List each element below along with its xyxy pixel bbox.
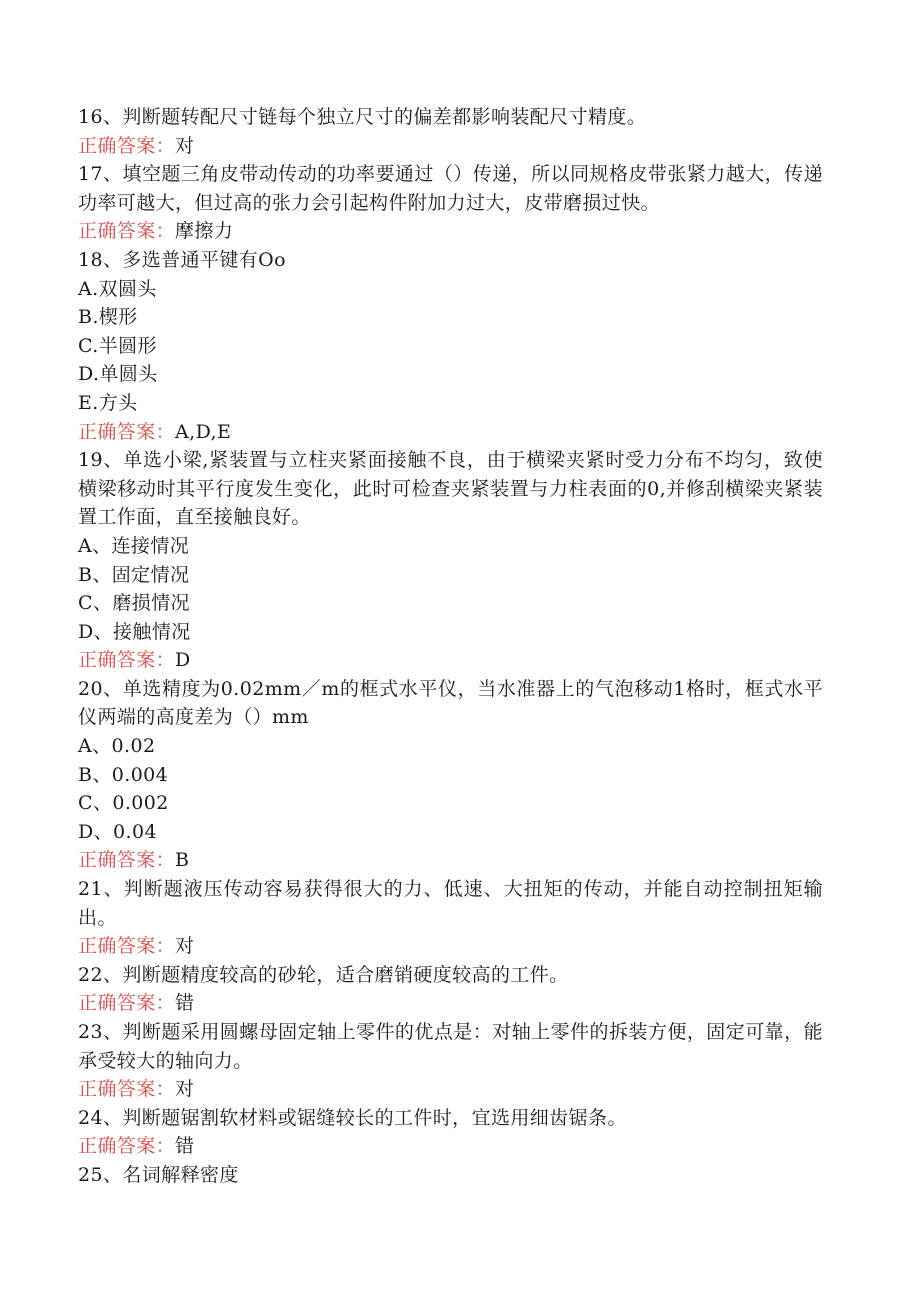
question-text: 18、多选普通平键有Oo <box>78 248 286 271</box>
correct-answer-line <box>78 1075 838 1104</box>
question-text: 20、单选精度为0.02mm／m的框式水平仪，当水准器上的气泡移动1格时，框式水平仪两端的高度差为（）mm <box>78 677 823 729</box>
correct-answer-line <box>78 646 838 675</box>
question-block <box>78 961 838 1018</box>
correct-answer-line <box>78 418 838 447</box>
question-block <box>78 446 838 675</box>
answer-option: A.双圆头 <box>78 277 157 300</box>
answer-option: D.单圆头 <box>78 363 158 386</box>
correct-answer-value: 错 <box>175 992 195 1015</box>
question-text: 24、判断题锯割软材料或锯缝较长的工件时，宜选用细齿锯条。 <box>78 1106 627 1129</box>
answer-option: B.楔形 <box>78 306 138 329</box>
correct-answer-value: D <box>175 649 191 672</box>
correct-answer-value: 错 <box>175 1135 195 1158</box>
answer-option: E.方头 <box>78 391 138 414</box>
correct-answer-line <box>78 932 838 961</box>
correct-answer-value: 摩擦力 <box>175 220 234 243</box>
question-block <box>78 1161 838 1190</box>
correct-answer-label: 正确答案： <box>78 420 176 443</box>
question-list <box>78 103 838 1190</box>
question-text: 23、判断题采用圆螺母固定轴上零件的优点是：对轴上零件的拆装方便，固定可靠，能承受较大的轴向力。 <box>78 1021 823 1072</box>
answer-option: C、0.002 <box>78 792 169 815</box>
question-block <box>78 1018 838 1104</box>
correct-answer-value: 对 <box>175 935 195 958</box>
question-text: 19、单选小梁,紧装置与立柱夹紧面接触不良，由于横梁夹紧时受力分布不均匀，致使横梁移动时其平行度发生变化，此时可检查夹紧装置与力柱表面的0,并修刮横梁夹紧装置工作面，直至接触良好。 <box>78 449 823 529</box>
question-text: 16、判断题转配尺寸链每个独立尺寸的偏差都影响装配尺寸精度。 <box>78 106 647 128</box>
correct-answer-label: 正确答案： <box>78 220 176 243</box>
answer-option: A、连接情况 <box>78 534 190 557</box>
correct-answer-line <box>78 1132 838 1161</box>
answer-option: C.半圆形 <box>78 334 157 357</box>
correct-answer-label: 正确答案： <box>78 849 176 872</box>
correct-answer-label: 正确答案： <box>78 134 176 157</box>
correct-answer-line <box>78 989 838 1018</box>
question-text: 21、判断题液压传动容易获得很大的力、低速、大扭矩的传动，并能自动控制扭矩输出。 <box>78 878 823 929</box>
answer-option: D、0.04 <box>78 820 157 843</box>
question-block <box>78 875 838 961</box>
correct-answer-value: 对 <box>175 1078 195 1101</box>
answer-option: B、0.004 <box>78 763 169 786</box>
question-block <box>78 675 838 875</box>
answer-option: A、0.02 <box>78 735 156 758</box>
question-text: 25、名词解释密度 <box>78 1163 239 1186</box>
question-block <box>78 103 838 160</box>
correct-answer-label: 正确答案： <box>78 1078 176 1101</box>
correct-answer-line <box>78 132 838 161</box>
answer-option: D、接触情况 <box>78 620 191 643</box>
correct-answer-value: B <box>175 849 190 872</box>
correct-answer-label: 正确答案： <box>78 992 176 1015</box>
correct-answer-line <box>78 846 838 875</box>
correct-answer-value: A,D,E <box>175 420 232 443</box>
correct-answer-label: 正确答案： <box>78 935 176 958</box>
question-text: 17、填空题三角皮带动传动的功率要通过（）传递，所以同规格皮带张紧力越大，传递功率可越大，但过高的张力会引起构件附加力过大，皮带磨损过快。 <box>78 163 823 214</box>
correct-answer-label: 正确答案： <box>78 649 176 672</box>
answer-option: B、固定情况 <box>78 563 190 586</box>
correct-answer-line <box>78 217 838 246</box>
correct-answer-label: 正确答案： <box>78 1135 176 1158</box>
question-block <box>78 1104 838 1161</box>
question-text: 22、判断题精度较高的砂轮，适合磨销硬度较高的工件。 <box>78 963 569 986</box>
correct-answer-value: 对 <box>175 134 195 157</box>
question-block <box>78 246 838 446</box>
answer-option: C、磨损情况 <box>78 592 190 615</box>
question-block <box>78 160 838 246</box>
